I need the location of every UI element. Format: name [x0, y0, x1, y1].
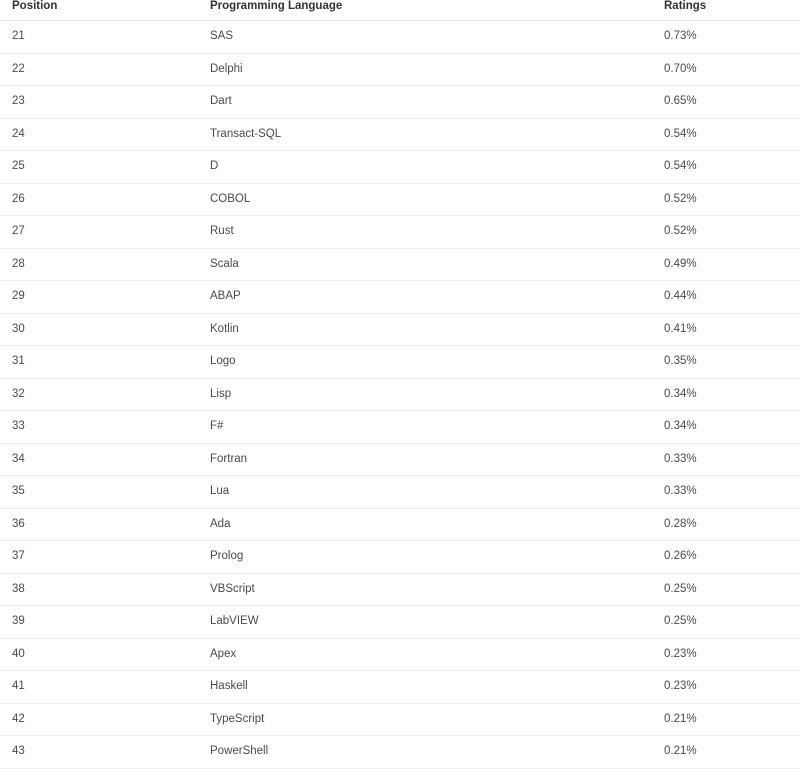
table-row	[0, 541, 800, 574]
cell-position: 27	[0, 216, 200, 249]
cell-language: PowerShell	[200, 736, 658, 769]
cell-language: F#	[200, 411, 658, 444]
cell-ratings: 0.54%	[658, 151, 800, 184]
cell-ratings: 0.23%	[658, 638, 800, 671]
cell-position: 38	[0, 573, 200, 606]
cell-position: 37	[0, 541, 200, 574]
table-row	[0, 53, 800, 86]
cell-language: TypeScript	[200, 703, 658, 736]
cell-position: 30	[0, 313, 200, 346]
cell-language: ABAP	[200, 281, 658, 314]
table-body	[0, 21, 800, 769]
cell-position: 43	[0, 736, 200, 769]
cell-position: 22	[0, 53, 200, 86]
cell-ratings: 0.21%	[658, 703, 800, 736]
table-row	[0, 411, 800, 444]
table-row	[0, 671, 800, 704]
cell-ratings: 0.35%	[658, 346, 800, 379]
cell-ratings: 0.52%	[658, 216, 800, 249]
table-header-row	[0, 0, 800, 21]
table-row	[0, 216, 800, 249]
cell-position: 35	[0, 476, 200, 509]
cell-language: Prolog	[200, 541, 658, 574]
cell-ratings: 0.21%	[658, 736, 800, 769]
cell-language: Rust	[200, 216, 658, 249]
cell-language: Delphi	[200, 53, 658, 86]
cell-position: 24	[0, 118, 200, 151]
cell-language: VBScript	[200, 573, 658, 606]
table-row	[0, 183, 800, 216]
cell-ratings: 0.49%	[658, 248, 800, 281]
table-row	[0, 21, 800, 54]
table-header	[0, 0, 800, 21]
table-row	[0, 508, 800, 541]
cell-language: Dart	[200, 86, 658, 119]
table-row	[0, 606, 800, 639]
cell-language: D	[200, 151, 658, 184]
cell-language: Scala	[200, 248, 658, 281]
table-row	[0, 118, 800, 151]
column-header-ratings: Ratings	[658, 0, 800, 21]
cell-ratings: 0.70%	[658, 53, 800, 86]
cell-position: 23	[0, 86, 200, 119]
cell-position: 40	[0, 638, 200, 671]
cell-ratings: 0.41%	[658, 313, 800, 346]
cell-language: Lisp	[200, 378, 658, 411]
cell-ratings: 0.44%	[658, 281, 800, 314]
cell-language: Transact-SQL	[200, 118, 658, 151]
table-row	[0, 638, 800, 671]
cell-position: 34	[0, 443, 200, 476]
cell-ratings: 0.54%	[658, 118, 800, 151]
cell-position: 28	[0, 248, 200, 281]
cell-position: 41	[0, 671, 200, 704]
cell-ratings: 0.52%	[658, 183, 800, 216]
column-header-language: Programming Language	[200, 0, 658, 21]
cell-position: 29	[0, 281, 200, 314]
cell-language: Ada	[200, 508, 658, 541]
cell-position: 36	[0, 508, 200, 541]
table-row	[0, 248, 800, 281]
column-header-position: Position	[0, 0, 200, 21]
cell-ratings: 0.34%	[658, 378, 800, 411]
table-row	[0, 736, 800, 769]
cell-position: 42	[0, 703, 200, 736]
cell-position: 21	[0, 21, 200, 54]
cell-ratings: 0.28%	[658, 508, 800, 541]
table-row	[0, 476, 800, 509]
cell-language: Lua	[200, 476, 658, 509]
cell-ratings: 0.65%	[658, 86, 800, 119]
cell-language: SAS	[200, 21, 658, 54]
cell-language: Fortran	[200, 443, 658, 476]
cell-ratings: 0.33%	[658, 443, 800, 476]
cell-ratings: 0.73%	[658, 21, 800, 54]
cell-ratings: 0.25%	[658, 606, 800, 639]
table-row	[0, 151, 800, 184]
cell-position: 32	[0, 378, 200, 411]
table-row	[0, 378, 800, 411]
cell-position: 26	[0, 183, 200, 216]
cell-language: LabVIEW	[200, 606, 658, 639]
cell-ratings: 0.25%	[658, 573, 800, 606]
cell-language: Logo	[200, 346, 658, 379]
cell-language: Apex	[200, 638, 658, 671]
cell-position: 39	[0, 606, 200, 639]
table-row	[0, 573, 800, 606]
cell-ratings: 0.23%	[658, 671, 800, 704]
table-row	[0, 346, 800, 379]
cell-ratings: 0.26%	[658, 541, 800, 574]
cell-language: COBOL	[200, 183, 658, 216]
table-row	[0, 86, 800, 119]
cell-ratings: 0.34%	[658, 411, 800, 444]
cell-position: 33	[0, 411, 200, 444]
table-row	[0, 443, 800, 476]
cell-position: 25	[0, 151, 200, 184]
cell-ratings: 0.33%	[658, 476, 800, 509]
table-row	[0, 313, 800, 346]
cell-position: 31	[0, 346, 200, 379]
table-row	[0, 281, 800, 314]
cell-language: Haskell	[200, 671, 658, 704]
table-row	[0, 703, 800, 736]
cell-language: Kotlin	[200, 313, 658, 346]
